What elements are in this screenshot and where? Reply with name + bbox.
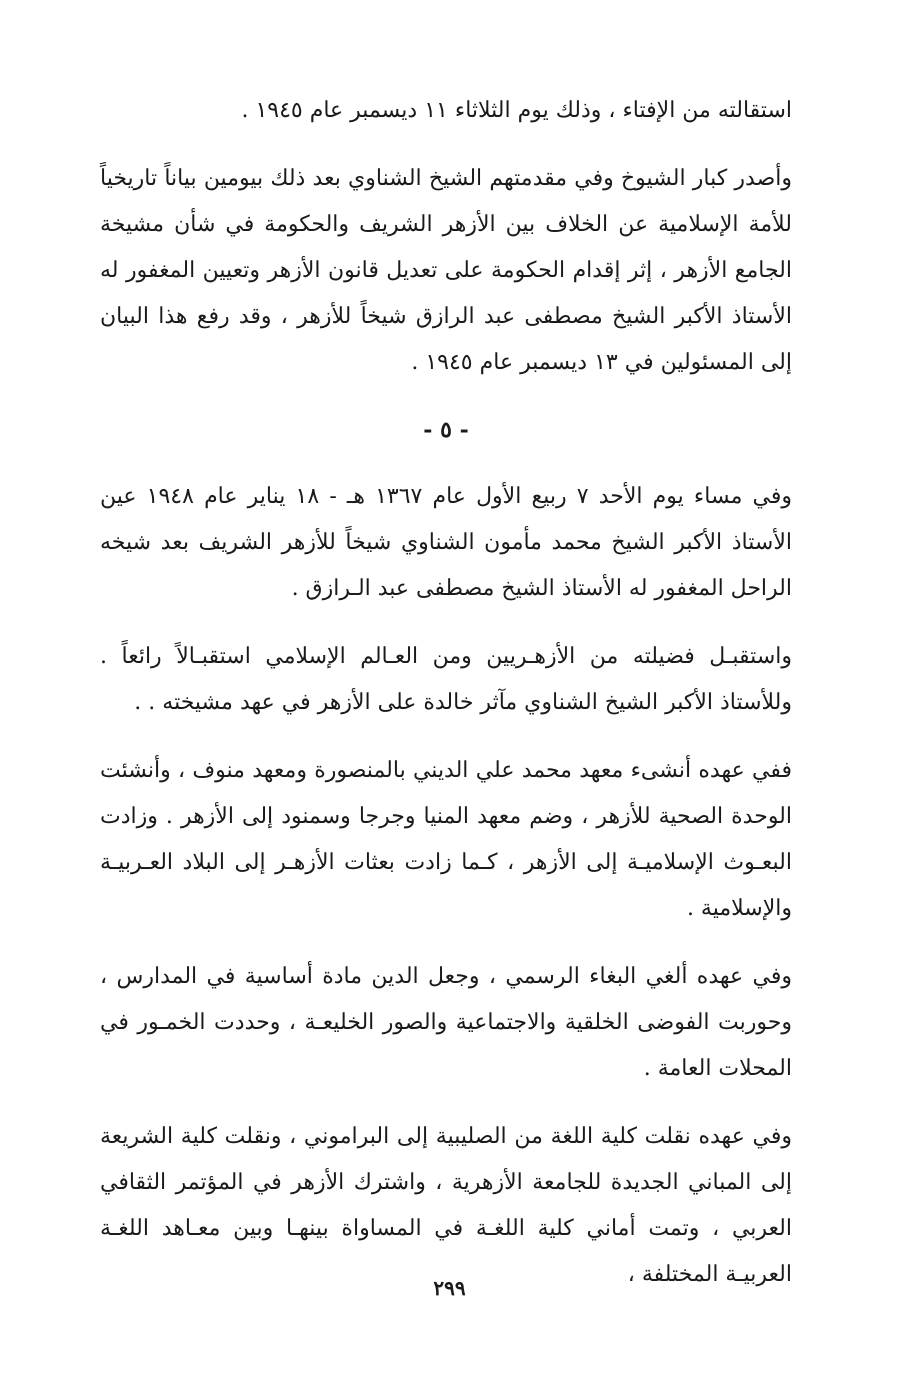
page-number: ٢٩٩ <box>433 1276 466 1300</box>
paragraph-colleges: وفي عهده نقلت كلية اللغة من الصليبية إلى البراموني ، ونقلت كلية الشريعة إلى المباني الجديدة للجامعة الأزهرية ، واشترك الأزهر في المؤتمر الثقافي العربي ، وتمت أماني كلية اللغـة في المساواة بينهـا وبين معـاهد اللغـة العربيـة المختلفة ، <box>100 1124 792 1287</box>
paragraph-reception: واستقبـل فضيلته من الأزهـريين ومن العـالم الإسلامي استقبـالاً رائعاً . وللأستاذ الأكبر الشيخ الشناوي مآثر خالدة على الأزهر في عهد مشيخته . . <box>100 644 792 715</box>
paragraph-institutes: ففي عهده أنشىء معهد محمد علي الديني بالمنصورة ومعهد منوف ، وأنشئت الوحدة الصحية للأزهر ، وضم معهد المنيا وجرجا وسمنود إلى الأزهر . وزادت البعـوث الإسلاميـة إلى الأزهر ، كـما زادت بعثات الأزهـر إلى البلاد العـربيـة والإسلامية . <box>100 758 792 921</box>
section-number: - ٥ - <box>423 417 469 443</box>
page-body <box>100 88 792 1298</box>
paragraph-resignation: استقالته من الإفتاء ، وذلك يوم الثلاثاء ١١ ديسمبر عام ١٩٤٥ . <box>241 98 792 123</box>
paragraph-reforms: وفي عهده ألغي البغاء الرسمي ، وجعل الدين مادة أساسية في المدارس ، وحوربت الفوضى الخلقية والاجتماعية والصور الخليعـة ، وحددت الخمـور في المحلات العامة . <box>100 964 792 1081</box>
paragraph-statement: وأصدر كبار الشيوخ وفي مقدمتهم الشيخ الشناوي بعد ذلك بيومين بياناً تاريخياً للأمة الإسلامية عن الخلاف بين الأزهر الشريف والحكومة في شأن مشيخة الجامع الأزهر ، إثر إقدام الحكومة على تعديل قانون الأزهر وتعيين المغفور له الأستاذ الأكبر الشيخ مصطفى عبد الرازق شيخاً للأزهر ، وقد رفع هذا البيان إلى المسئولين في ١٣ ديسمبر عام ١٩٤٥ . <box>100 166 792 375</box>
paragraph-appointment: وفي مساء يوم الأحد ٧ ربيع الأول عام ١٣٦٧ هـ - ١٨ يناير عام ١٩٤٨ عين الأستاذ الأكبر الشيخ محمد مأمون الشناوي شيخاً للأزهر الشريف بعد شيخه الراحل المغفور له الأستاذ الشيخ مصطفى عبد الـرازق . <box>100 484 792 601</box>
